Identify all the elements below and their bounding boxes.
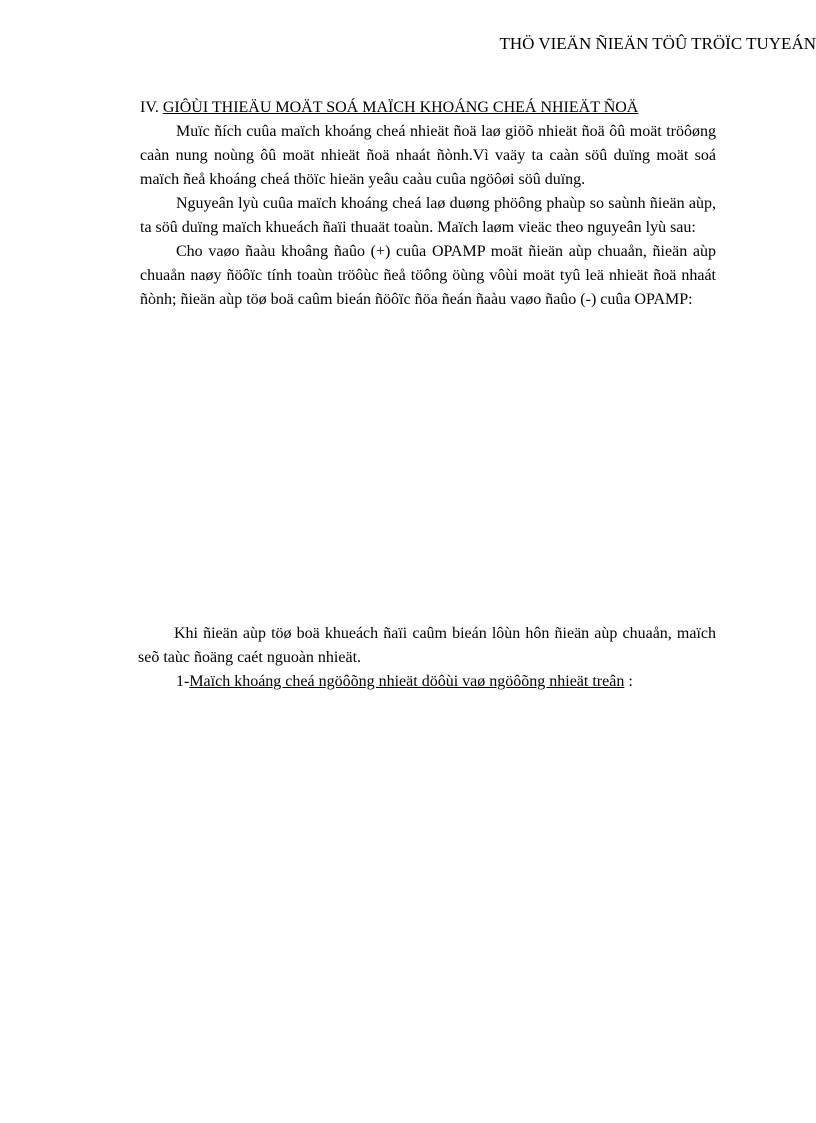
paragraph-reference-voltage: Cho vaøo ñaàu khoâng ñaûo (+) cuûa OPAMP moät ñieän aùp chuaån, ñieän aùp chuaån naøy ñöôïc tính toaùn tröôùc ñeå töông öùng vôùi moät tyû leä nhieät ñoä nhaát ñònh; ñieän aùp töø boä caûm bieán ñöôïc ñöa ñeán ñaàu vaøo ñaûo (-) cuûa OPAMP: [140,243,716,308]
blank-figure-area [140,312,716,622]
subheading-suffix: : [624,673,633,690]
paragraph-principle: Nguyeân lyù cuûa maïch khoáng cheá laø duøng phöông phaùp so saùnh ñieän aùp, ta söû duïng maïch khueách ñaïi thuaät toaùn. Maïch laøm vieäc theo nguyeân lyù sau: [140,195,716,236]
section-heading [140,96,716,120]
subheading-prefix: 1- [176,673,190,690]
paragraph-purpose: Muïc ñích cuûa maïch khoáng cheá nhieät ñoä laø giöõ nhieät ñoä ôû moät tröôøng caàn nung noùng ôû moät nhieät ñoä nhaát ñònh.Vì vaäy ta caàn söû duïng moät soá maïch ñeå khoáng cheá thöïc hieän yeâu caàu cuûa ngöôøi söû duïng. [140,123,716,188]
subheading [140,670,716,694]
page-content [140,96,716,694]
section-heading-title: GIÔÙI THIEÄU MOÄT SOÁ MAÏCH KHOÁNG CHEÁ NHIEÄT ÑOÄ [162,99,639,116]
subheading-title: Maïch khoáng cheá ngöôõng nhieät döôùi vaø ngöôõng nhieät treân [189,673,625,690]
running-header: THÖ VIEÄN ÑIEÄN TÖÛ TRÖÏC TUYEÁN [499,34,816,53]
paragraph-cutoff: Khi ñieän aùp töø boä khueách ñaïi caûm bieán lôùn hôn ñieän aùp chuaån, maïch seõ taùc ñoäng caét nguoàn nhieät. [138,625,716,666]
section-heading-prefix: IV. [140,99,163,116]
